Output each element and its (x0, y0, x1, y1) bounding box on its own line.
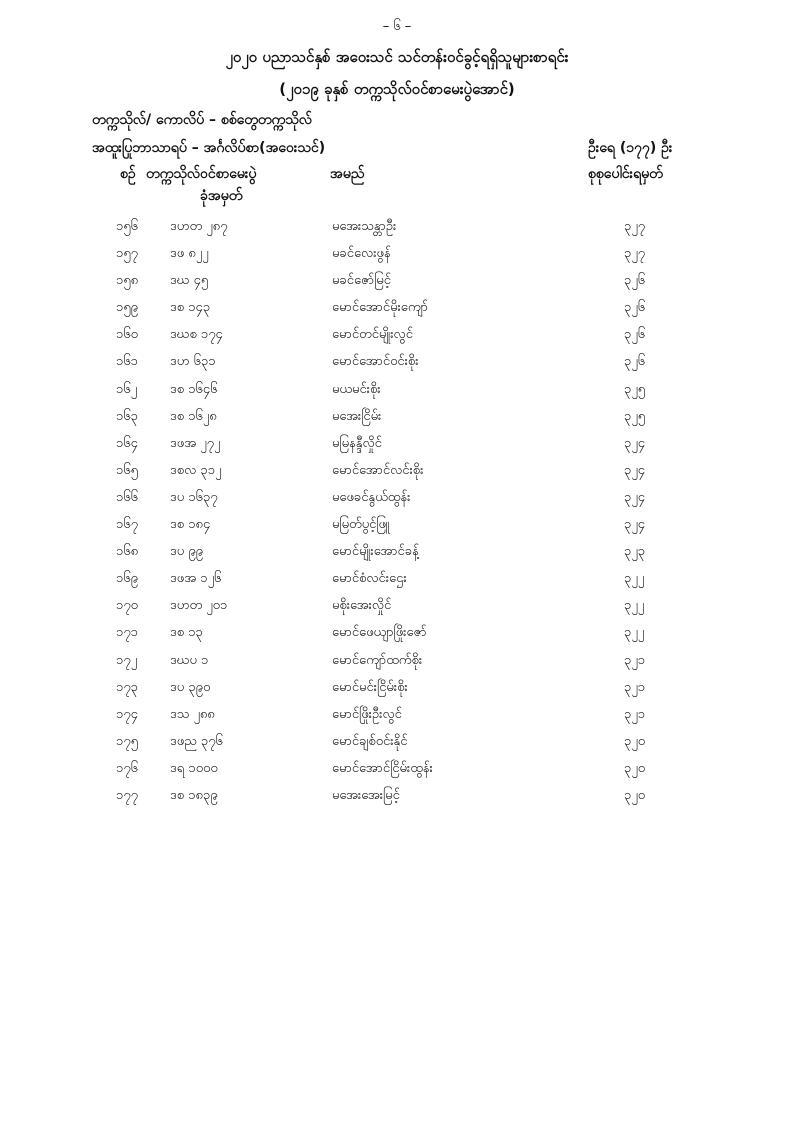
row-number: ၁၆၄ (116, 435, 138, 451)
document-title: ၂၀၂၀ ပညာသင်နှစ် အဝေးသင် သင်တန်းဝင်ခွင့်ရရှိသူများစာရင်း (225, 48, 569, 66)
row-number: ၁၇၇ (116, 787, 138, 803)
total-marks: ၃၂၀ (624, 760, 646, 776)
document-subtitle: (၂၀၁၉ ခုနှစ် တက္ကသိုလ်ဝင်စာမေးပွဲအောင်) (279, 80, 515, 98)
roll-number: ဒဟတ ၂၈၇ (170, 219, 228, 234)
header-marks: စုစုပေါင်းရမှတ် (588, 166, 663, 182)
table-row (0, 733, 794, 760)
table-row (0, 272, 794, 299)
total-marks: ၃၂၇ (624, 246, 646, 262)
row-number: ၁၅၉ (116, 300, 138, 316)
roll-number: ဒဖည ၃၇၆ (170, 733, 223, 749)
total-marks: ၃၂၆ (624, 300, 646, 316)
row-number: ၁၇၄ (116, 706, 138, 722)
row-number: ၁၆၇ (116, 517, 138, 533)
table-row (0, 787, 794, 814)
row-number: ၁၇၆ (116, 760, 138, 776)
row-number: ၁၇၅ (116, 733, 138, 749)
student-name: မောင်အောင်ဝင်းစိုး (332, 354, 419, 370)
roll-number: ဒဖအ ၁၂၆ (170, 571, 222, 587)
table-row (0, 435, 794, 462)
row-number: ၁၅၆ (116, 219, 138, 234)
student-name: မောင်မျိုးအောင်ခန့် (332, 544, 419, 560)
header-no: စဉ် (120, 166, 136, 182)
row-number: ၁၇၂ (116, 652, 138, 668)
total-marks: ၃၂၁ (624, 652, 646, 668)
total-marks: ၃၂၄ (624, 517, 646, 533)
roll-number: ဒဃ ၄၅ (170, 273, 209, 289)
student-name: မစိုးအေးလှိုင် (332, 598, 392, 614)
roll-number: ဒဃစ ၁၇၄ (170, 327, 223, 343)
roll-number: ဒပ ၁၆၃၇ (170, 489, 218, 505)
total-marks: ၃၂၆ (624, 273, 646, 289)
table-row (0, 245, 794, 272)
student-name: မအေးအေးမြင့် (332, 787, 400, 803)
table-row (0, 706, 794, 733)
page-number: – ၆ – (382, 19, 412, 34)
student-name: မအေးသန္တာဦး (332, 219, 397, 234)
roll-number: ဒဖအ ၂၇၂ (170, 435, 221, 451)
table-row (0, 652, 794, 679)
roll-number: ဒစ ၁၃ (170, 625, 203, 641)
roll-number: ဒဖ ၈၂၂ (170, 246, 209, 262)
roll-number: ဒစ ၁၆၂၈ (170, 408, 217, 424)
student-name: မခင်ဇော်မြင့် (332, 273, 391, 289)
table-row (0, 299, 794, 326)
roll-number: ဒပ ၉၉ (170, 544, 203, 560)
roll-number: ဒဟတ ၂၀၁ (170, 598, 228, 614)
student-name: မောင်အောင်မိုးကျော် (332, 300, 428, 316)
table-row (0, 381, 794, 408)
row-number: ၁၆၈ (116, 544, 139, 560)
table-row (0, 353, 794, 380)
table-row (0, 516, 794, 543)
student-name: မောင်ချစ်ဝင်းနိုင် (332, 733, 408, 749)
table-row (0, 624, 794, 651)
roll-number: ဒစ ၁၈၄ (170, 517, 211, 533)
row-number: ၁၇၃ (116, 679, 138, 695)
row-number: ၁၅၇ (116, 246, 138, 262)
header-roll-2: ခုံအမှတ် (200, 188, 243, 204)
row-number: ၁၇၀ (116, 598, 138, 614)
table-row (0, 570, 794, 597)
roll-number: ဒသ ၂၈၈ (170, 706, 215, 722)
table-row (0, 489, 794, 516)
total-marks: ၃၂၄ (624, 489, 646, 505)
table-row (0, 543, 794, 570)
major-line: အထူးပြုဘာသာရပ် – အင်္ဂလိပ်စာ(အဝေးသင်) (92, 140, 326, 156)
header-roll: တက္ကသိုလ်ဝင်စာမေးပွဲ (146, 166, 257, 182)
total-marks: ၃၂၀ (624, 787, 646, 803)
student-name: မောင်ကျော်ထက်စိုး (332, 652, 423, 668)
total-marks: ၃၂၅ (624, 408, 646, 424)
total-count: ဦးရေ (၁၇၇) ဦး (588, 140, 673, 156)
row-number: ၁၆၀ (116, 327, 138, 343)
total-marks: ၃၂၃ (624, 544, 646, 560)
total-marks: ၃၂၁ (624, 679, 646, 695)
student-name: မောင်အောင်လင်းစိုး (332, 462, 424, 478)
row-number: ၁၆၅ (116, 462, 138, 478)
row-number: ၁၆၁ (116, 354, 138, 370)
table-row (0, 760, 794, 787)
header-name: အမည် (330, 166, 365, 182)
row-number: ၁၆၉ (116, 571, 138, 587)
total-marks: ၃၂၅ (624, 381, 646, 397)
student-name: မခင်လေးဖွန် (332, 246, 391, 262)
table-row (0, 218, 794, 245)
table-row (0, 408, 794, 435)
table-row (0, 679, 794, 706)
total-marks: ၃၂၇ (624, 219, 646, 234)
total-marks: ၃၂၁ (624, 706, 646, 722)
student-name: မယမင်းစိုး (332, 381, 381, 397)
roll-number: ဒစ ၁၆၄၆ (170, 381, 218, 397)
roll-number: ဒစ ၁၄၃ (170, 300, 211, 316)
student-name: မောင်အောင်ငြိမ်းထွန်း (332, 760, 433, 776)
roll-number: ဒဟ ၆၃၁ (170, 354, 216, 370)
total-marks: ၃၂၂ (624, 598, 645, 614)
student-name: မောင်ဖြိုးဦးလွင် (332, 706, 402, 722)
table-row (0, 462, 794, 489)
student-name: မောင်တင်မျိုးလွင် (332, 327, 413, 343)
total-marks: ၃၂၄ (624, 435, 646, 451)
total-marks: ၃၂၆ (624, 327, 646, 343)
student-name: မမြနန္ဒီလှိုင် (332, 435, 382, 451)
results-table (0, 218, 794, 814)
student-name: မောင်ဖေယျာဖြိုးဇော် (332, 625, 427, 641)
total-marks: ၃၂၂ (624, 625, 645, 641)
row-number: ၁၇၁ (116, 625, 138, 641)
row-number: ၁၆၂ (116, 381, 138, 397)
row-number: ၁၅၈ (116, 273, 139, 289)
roll-number: ဒဃပ ၁ (170, 652, 209, 668)
table-row (0, 597, 794, 624)
student-name: မဖေခင်နွယ်ထွန်း (332, 489, 411, 505)
table-row (0, 326, 794, 353)
university-line: တက္ကသိုလ်/ ကောလိပ် – စစ်တွေတက္ကသိုလ် (92, 112, 312, 128)
roll-number: ဒစလ ၃၁၂ (170, 462, 222, 478)
student-name: မမြတ်ပွင့်ဖြူ (332, 517, 390, 533)
roll-number: ဒပ ၃၉၀ (170, 679, 211, 695)
student-name: မောင်မင်းငြိမ်းစိုး (332, 679, 408, 695)
student-name: မောင်စံလင်းဌေး (332, 571, 407, 587)
total-marks: ၃၂၆ (624, 354, 646, 370)
row-number: ၁၆၆ (116, 489, 138, 505)
roll-number: ဒရ ၁၀၀၀ (170, 760, 218, 776)
total-marks: ၃၂၀ (624, 733, 646, 749)
total-marks: ၃၂၂ (624, 571, 645, 587)
row-number: ၁၆၃ (116, 408, 138, 424)
total-marks: ၃၂၄ (624, 462, 646, 478)
roll-number: ဒစ ၁၈၃၉ (170, 787, 218, 803)
student-name: မအေးငြိမ်း (332, 408, 382, 424)
